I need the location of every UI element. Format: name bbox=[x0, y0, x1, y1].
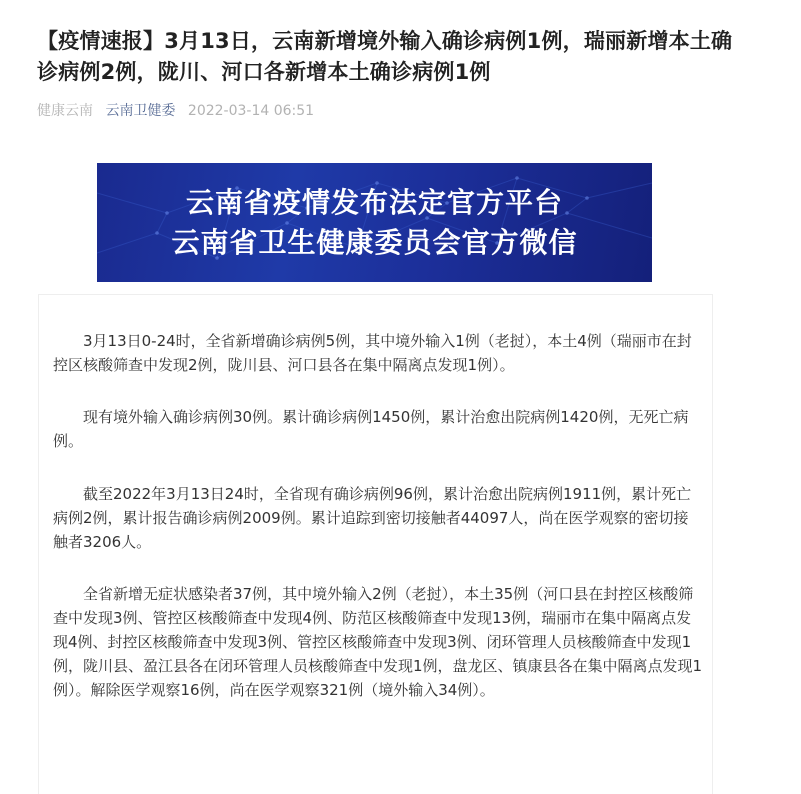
article-title: 【疫情速报】3月13日，云南新增境外输入确诊病例1例，瑞丽新增本土确诊病例2例，陇川、河口各新增本土确诊病例1例 bbox=[37, 29, 733, 84]
paragraph-cumulative-cases: 截至2022年3月13日24时，全省现有确诊病例96例，累计治愈出院病例1911例，累计死亡病例2例，累计报告确诊病例2009例。累计追踪到密切接触者44097人，尚在医学观察的密切接触者3206人。 bbox=[53, 485, 692, 551]
banner-line-1: 云南省疫情发布法定官方平台 bbox=[185, 186, 563, 219]
banner-pattern bbox=[97, 163, 652, 282]
article-author: 健康云南 bbox=[37, 103, 93, 119]
paragraph-imported-cases: 现有境外输入确诊病例30例。累计确诊病例1450例，累计治愈出院病例1420例，无死亡病例。 bbox=[53, 408, 689, 450]
paragraph-new-cases: 3月13日0-24时，全省新增确诊病例5例，其中境外输入1例（老挝），本土4例（瑞丽市在封控区核酸筛查中发现2例，陇川县、河口县各在集中隔离点发现1例）。 bbox=[53, 332, 692, 374]
banner-line-2: 云南省卫生健康委员会官方微信 bbox=[171, 226, 578, 259]
account-name-link[interactable]: 云南卫健委 bbox=[105, 103, 176, 119]
banner-image bbox=[97, 163, 652, 282]
publish-date: 2022-03-14 06:51 bbox=[187, 103, 315, 119]
article-meta bbox=[37, 101, 322, 121]
paragraph-asymptomatic: 全省新增无症状感染者37例，其中境外输入2例（老挝），本土35例（河口县在封控区核酸筛查中发现3例、管控区核酸筛查中发现4例、防范区核酸筛查中发现13例，瑞丽市在集中隔离点发现4例、封控区核酸筛查中发现3例、管控区核酸筛查中发现3例、闭环管理人员核酸筛查中发现1例，陇川县、盈江县各在闭环管理人员核酸筛查中发现1例，盘龙区、镇康县各在集中隔离点发现1例）。解除医学观察16例，尚在医学观察321例（境外输入34例）。 bbox=[53, 585, 703, 699]
